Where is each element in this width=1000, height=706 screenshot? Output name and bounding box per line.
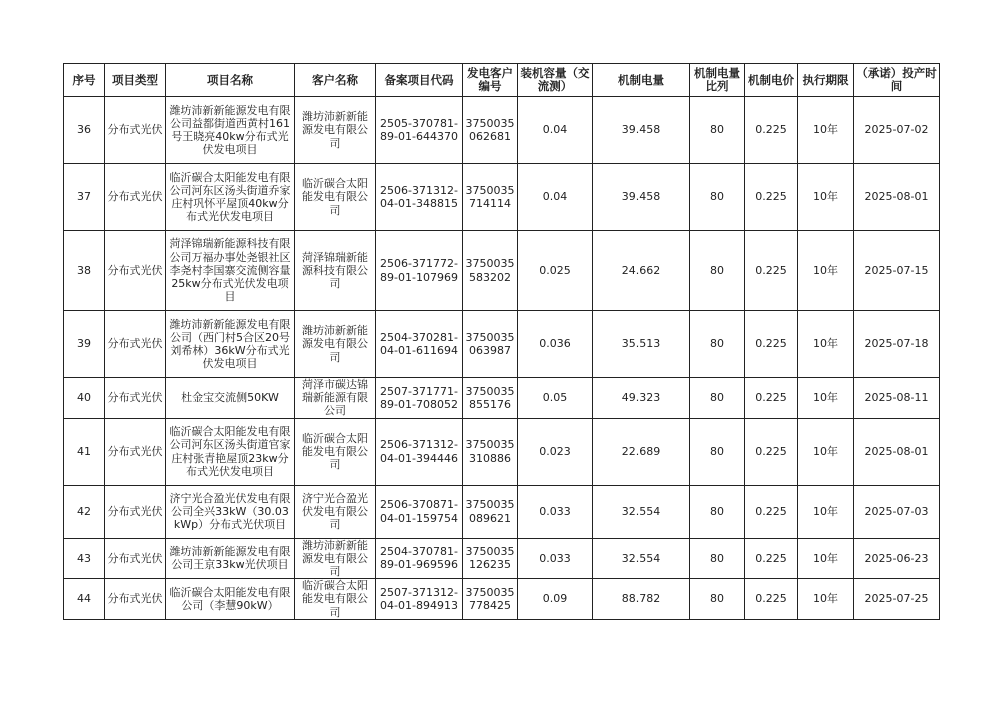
cell-project-name: 济宁光合盈光伏发电有限公司全兴33kW（30.03kWp）分布式光伏项目 [166, 485, 295, 538]
cell-filing-code: 2507-371771-89-01-708052 [376, 378, 463, 419]
cell-mechanism-energy: 88.782 [593, 579, 690, 620]
header-project-type: 项目类型 [105, 64, 166, 97]
cell-filing-code: 2504-370781-89-01-969596 [376, 538, 463, 579]
cell-project-type: 分布式光伏 [105, 418, 166, 485]
cell-mechanism-ratio: 80 [690, 97, 745, 164]
cell-commission-date: 2025-08-01 [854, 164, 940, 231]
cell-project-name: 杜金宝交流侧50KW [166, 378, 295, 419]
cell-customer-name: 潍坊沛新新能源发电有限公司 [295, 538, 376, 579]
cell-customer-number: 3750035310886 [463, 418, 518, 485]
header-customer-number: 发电客户编号 [463, 64, 518, 97]
cell-project-name: 菏泽锦瑞新能源科技有限公司万福办事处尧银社区李尧村李国寨交流侧容量25kw分布式光伏发电项目 [166, 231, 295, 311]
table-row [64, 164, 940, 231]
cell-filing-code: 2505-370781-89-01-644370 [376, 97, 463, 164]
cell-term: 10年 [798, 418, 854, 485]
cell-commission-date: 2025-07-18 [854, 311, 940, 378]
cell-customer-name: 菏泽市碳达锦瑞新能源有限公司 [295, 378, 376, 419]
cell-index: 39 [64, 311, 105, 378]
header-mechanism-energy: 机制电量 [593, 64, 690, 97]
cell-term: 10年 [798, 97, 854, 164]
cell-mechanism-ratio: 80 [690, 378, 745, 419]
table-row [64, 579, 940, 620]
cell-term: 10年 [798, 231, 854, 311]
cell-mechanism-price: 0.225 [745, 164, 798, 231]
table-row [64, 485, 940, 538]
cell-mechanism-ratio: 80 [690, 538, 745, 579]
cell-filing-code: 2506-371312-04-01-348815 [376, 164, 463, 231]
cell-mechanism-price: 0.225 [745, 418, 798, 485]
cell-mechanism-ratio: 80 [690, 164, 745, 231]
cell-mechanism-price: 0.225 [745, 579, 798, 620]
cell-project-name: 潍坊沛新新能源发电有限公司王京33kw光伏项目 [166, 538, 295, 579]
cell-mechanism-price: 0.225 [745, 97, 798, 164]
cell-project-type: 分布式光伏 [105, 164, 166, 231]
cell-customer-number: 3750035855176 [463, 378, 518, 419]
cell-project-name: 临沂碳合太阳能发电有限公司河东区汤头街道官家庄村张青艳屋顶23kw分布式光伏发电项目 [166, 418, 295, 485]
table-row [64, 538, 940, 579]
cell-customer-number: 3750035778425 [463, 579, 518, 620]
header-commission-date: （承诺）投产时间 [854, 64, 940, 97]
cell-project-type: 分布式光伏 [105, 579, 166, 620]
cell-project-type: 分布式光伏 [105, 378, 166, 419]
table-row [64, 311, 940, 378]
header-customer-name: 客户名称 [295, 64, 376, 97]
cell-customer-number: 3750035126235 [463, 538, 518, 579]
cell-mechanism-price: 0.225 [745, 485, 798, 538]
cell-mechanism-price: 0.225 [745, 311, 798, 378]
cell-term: 10年 [798, 311, 854, 378]
cell-index: 43 [64, 538, 105, 579]
cell-customer-number: 3750035714114 [463, 164, 518, 231]
cell-mechanism-energy: 24.662 [593, 231, 690, 311]
header-filing-code: 备案项目代码 [376, 64, 463, 97]
cell-installed-capacity: 0.09 [518, 579, 593, 620]
cell-installed-capacity: 0.023 [518, 418, 593, 485]
cell-customer-name: 潍坊沛新新能源发电有限公司 [295, 311, 376, 378]
table-row [64, 378, 940, 419]
table-row [64, 418, 940, 485]
cell-filing-code: 2504-370281-04-01-611694 [376, 311, 463, 378]
cell-customer-name: 济宁光合盈光伏发电有限公司 [295, 485, 376, 538]
cell-installed-capacity: 0.033 [518, 485, 593, 538]
cell-project-name: 潍坊沛新新能源发电有限公司益都街道西黄村161号王晓亮40kw分布式光伏发电项目 [166, 97, 295, 164]
cell-filing-code: 2506-371772-89-01-107969 [376, 231, 463, 311]
cell-project-type: 分布式光伏 [105, 97, 166, 164]
cell-installed-capacity: 0.04 [518, 97, 593, 164]
cell-term: 10年 [798, 485, 854, 538]
cell-mechanism-ratio: 80 [690, 579, 745, 620]
cell-installed-capacity: 0.05 [518, 378, 593, 419]
cell-project-name: 临沂碳合太阳能发电有限公司河东区汤头街道乔家庄村巩怀平屋顶40kw分布式光伏发电项目 [166, 164, 295, 231]
header-mechanism-ratio: 机制电量比列 [690, 64, 745, 97]
cell-mechanism-ratio: 80 [690, 231, 745, 311]
cell-installed-capacity: 0.033 [518, 538, 593, 579]
cell-mechanism-ratio: 80 [690, 485, 745, 538]
header-mechanism-price: 机制电价 [745, 64, 798, 97]
table-header-row [64, 64, 940, 97]
cell-project-type: 分布式光伏 [105, 485, 166, 538]
cell-customer-number: 3750035583202 [463, 231, 518, 311]
cell-filing-code: 2506-370871-04-01-159754 [376, 485, 463, 538]
cell-mechanism-price: 0.225 [745, 538, 798, 579]
cell-project-type: 分布式光伏 [105, 231, 166, 311]
cell-mechanism-energy: 49.323 [593, 378, 690, 419]
table-row [64, 97, 940, 164]
header-installed-capacity: 装机容量（交流测） [518, 64, 593, 97]
cell-mechanism-energy: 32.554 [593, 485, 690, 538]
cell-commission-date: 2025-06-23 [854, 538, 940, 579]
cell-project-type: 分布式光伏 [105, 311, 166, 378]
cell-filing-code: 2506-371312-04-01-394446 [376, 418, 463, 485]
cell-customer-number: 3750035063987 [463, 311, 518, 378]
cell-commission-date: 2025-07-15 [854, 231, 940, 311]
cell-mechanism-energy: 32.554 [593, 538, 690, 579]
cell-term: 10年 [798, 579, 854, 620]
cell-mechanism-ratio: 80 [690, 418, 745, 485]
cell-installed-capacity: 0.025 [518, 231, 593, 311]
cell-customer-number: 3750035089621 [463, 485, 518, 538]
cell-index: 44 [64, 579, 105, 620]
cell-customer-name: 潍坊沛新新能源发电有限公司 [295, 97, 376, 164]
cell-commission-date: 2025-07-02 [854, 97, 940, 164]
cell-customer-name: 临沂碳合太阳能发电有限公司 [295, 164, 376, 231]
cell-commission-date: 2025-07-03 [854, 485, 940, 538]
cell-customer-name: 临沂碳合太阳能发电有限公司 [295, 579, 376, 620]
cell-mechanism-energy: 35.513 [593, 311, 690, 378]
header-project-name: 项目名称 [166, 64, 295, 97]
cell-index: 41 [64, 418, 105, 485]
cell-mechanism-energy: 39.458 [593, 164, 690, 231]
cell-project-name: 潍坊沛新新能源发电有限公司（西门村5合区20号刘希林）36kW分布式光伏发电项目 [166, 311, 295, 378]
cell-index: 38 [64, 231, 105, 311]
cell-commission-date: 2025-08-01 [854, 418, 940, 485]
cell-mechanism-energy: 39.458 [593, 97, 690, 164]
cell-project-type: 分布式光伏 [105, 538, 166, 579]
cell-term: 10年 [798, 538, 854, 579]
cell-mechanism-price: 0.225 [745, 378, 798, 419]
cell-customer-number: 3750035062681 [463, 97, 518, 164]
cell-term: 10年 [798, 378, 854, 419]
header-term: 执行期限 [798, 64, 854, 97]
project-table [63, 63, 940, 620]
cell-filing-code: 2507-371312-04-01-894913 [376, 579, 463, 620]
cell-mechanism-price: 0.225 [745, 231, 798, 311]
cell-customer-name: 临沂碳合太阳能发电有限公司 [295, 418, 376, 485]
cell-commission-date: 2025-07-25 [854, 579, 940, 620]
cell-customer-name: 菏泽锦瑞新能源科技有限公司 [295, 231, 376, 311]
table-row [64, 231, 940, 311]
header-index: 序号 [64, 64, 105, 97]
cell-mechanism-energy: 22.689 [593, 418, 690, 485]
cell-index: 36 [64, 97, 105, 164]
cell-index: 42 [64, 485, 105, 538]
cell-index: 37 [64, 164, 105, 231]
cell-term: 10年 [798, 164, 854, 231]
cell-installed-capacity: 0.04 [518, 164, 593, 231]
cell-index: 40 [64, 378, 105, 419]
cell-installed-capacity: 0.036 [518, 311, 593, 378]
cell-mechanism-ratio: 80 [690, 311, 745, 378]
cell-project-name: 临沂碳合太阳能发电有限公司（李慧90kW） [166, 579, 295, 620]
cell-commission-date: 2025-08-11 [854, 378, 940, 419]
